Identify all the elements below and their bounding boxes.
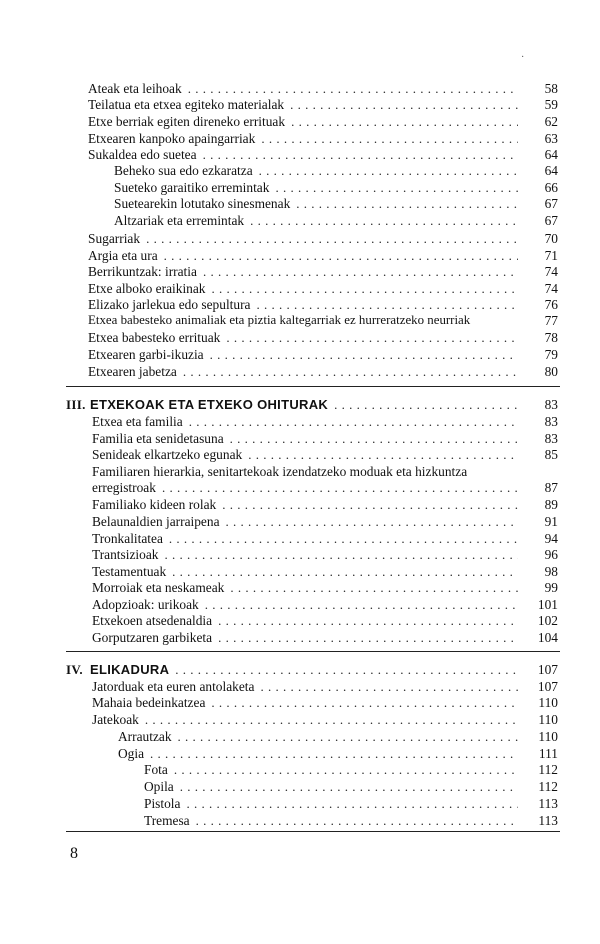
entry-title: Pistola	[144, 796, 181, 811]
entry-page: 71	[544, 248, 558, 263]
entry-page: 76	[544, 297, 558, 312]
entry-page: 83	[544, 431, 558, 446]
toc-entry[interactable]	[66, 629, 560, 646]
entry-page: 113	[538, 813, 558, 828]
dot-leader	[218, 612, 518, 629]
entry-page: 78	[544, 330, 558, 345]
entry-title: Etxe berriak egiten direneko errituak	[88, 114, 286, 129]
entry-title: Tremesa	[144, 813, 190, 828]
entry-page: 59	[544, 97, 558, 112]
section-divider	[66, 651, 560, 652]
entry-page: 101	[537, 597, 558, 612]
dot-leader	[218, 629, 518, 646]
entry-page: 110	[538, 712, 558, 727]
dot-leader	[260, 678, 518, 695]
entry-title: Etxe alboko eraikinak	[88, 281, 206, 296]
entry-page: 58	[544, 81, 558, 96]
dot-leader	[290, 96, 518, 113]
entry-page: 83	[544, 414, 558, 429]
section-divider	[66, 831, 560, 832]
dot-leader	[178, 728, 518, 745]
dot-leader	[164, 247, 518, 264]
toc-entry-line1[interactable]	[66, 463, 560, 480]
section-divider	[66, 386, 560, 387]
chapter-number: III.	[66, 397, 86, 412]
toc-entry[interactable]	[66, 113, 560, 130]
dot-leader	[203, 263, 518, 280]
entry-page: 77	[544, 313, 558, 328]
entry-page: 102	[537, 613, 558, 628]
dot-leader	[203, 146, 518, 163]
entry-page: 67	[544, 196, 558, 211]
dot-leader	[175, 661, 518, 678]
entry-title: Etxearen kanpoko apaingarriak	[88, 131, 256, 146]
toc-subentry[interactable]	[66, 195, 560, 212]
toc-entry[interactable]	[66, 146, 560, 163]
entry-page: 89	[544, 497, 558, 512]
dot-leader	[248, 446, 518, 463]
toc-entry[interactable]	[66, 413, 560, 430]
entry-page: 113	[538, 796, 558, 811]
entry-title: Elizako jarlekua edo sepultura	[88, 297, 251, 312]
dot-leader	[180, 778, 518, 795]
dot-leader	[211, 694, 518, 711]
dot-leader	[296, 195, 518, 212]
entry-page: 63	[544, 131, 558, 146]
entry-title: Opila	[144, 779, 174, 794]
entry-title: Testamentuak	[92, 564, 167, 579]
entry-title: Adopzioak: urikoak	[92, 597, 199, 612]
entry-title: Senideak elkartzeko egunak	[92, 447, 243, 462]
entry-title: Berrikuntzak: irratia	[88, 264, 197, 279]
chapter-title	[66, 396, 328, 413]
entry-title: Mahaia bedeinkatzea	[92, 695, 206, 710]
dot-leader	[226, 329, 518, 346]
chapter-title	[66, 661, 169, 678]
entry-title: Jatorduak eta euren antolaketa	[92, 679, 255, 694]
toc-entry[interactable]	[66, 363, 560, 380]
entry-page: 98	[544, 564, 558, 579]
chapter-heading[interactable]	[66, 661, 560, 678]
dot-leader	[164, 546, 518, 563]
entry-page: 80	[544, 364, 558, 379]
entry-page: 64	[544, 163, 558, 178]
entry-page: 110	[538, 729, 558, 744]
entry-title: Teilatua eta etxea egiteko materialak	[88, 97, 285, 112]
chapter-title-text: ETXEKOAK ETA ETXEKO OHITURAK	[90, 397, 329, 412]
entry-title: Tronkalitatea	[92, 531, 163, 546]
dot-leader	[169, 530, 518, 547]
dot-leader	[172, 563, 518, 580]
entry-title: Ogia	[118, 746, 145, 761]
entry-title: Argia eta ura	[88, 248, 158, 263]
entry-page: 107	[537, 662, 558, 677]
dot-leader	[174, 761, 518, 778]
dot-leader	[212, 280, 519, 297]
toc-entry[interactable]	[66, 247, 560, 264]
toc-subentry[interactable]	[66, 212, 560, 229]
dot-leader	[334, 396, 518, 413]
toc-entry[interactable]	[66, 263, 560, 280]
entry-page: 62	[544, 114, 558, 129]
entry-title: Sugarriak	[88, 231, 141, 246]
toc-entry[interactable]	[66, 496, 560, 513]
entry-page: 67	[544, 213, 558, 228]
entry-page: 85	[544, 447, 558, 462]
dot-leader	[226, 513, 518, 530]
chapter-number: IV.	[66, 662, 83, 677]
toc-entry[interactable]	[66, 296, 560, 313]
entry-page: 91	[544, 514, 558, 529]
dot-leader	[230, 579, 518, 596]
toc-subsubentry[interactable]	[66, 778, 560, 795]
entry-title: Belaunaldien jarraipena	[92, 514, 220, 529]
dot-leader	[205, 596, 518, 613]
entry-page: 112	[538, 762, 558, 777]
page-number: 8	[70, 845, 78, 862]
chapter-title-text: ELIKADURA	[90, 662, 170, 677]
toc-entry[interactable]	[66, 530, 560, 547]
toc-entry[interactable]	[66, 446, 560, 463]
toc-entry[interactable]	[66, 612, 560, 629]
entry-page: 79	[544, 347, 558, 362]
entry-title: Fota	[144, 762, 168, 777]
dot-leader	[210, 346, 518, 363]
entry-title: Sukaldea edo suetea	[88, 147, 197, 162]
dot-leader	[256, 296, 518, 313]
dot-leader	[259, 162, 518, 179]
entry-title: Familiako kideen rolak	[92, 497, 217, 512]
entry-title: Ateak eta leihoak	[88, 81, 182, 96]
dot-leader	[275, 179, 518, 196]
entry-page: 110	[538, 695, 558, 710]
dot-leader	[230, 430, 518, 447]
dot-leader	[183, 363, 518, 380]
dot-leader	[189, 413, 518, 430]
toc-entry[interactable]	[66, 711, 560, 728]
toc-entry[interactable]	[66, 96, 560, 113]
entry-page: 83	[544, 397, 558, 412]
toc-subentry[interactable]	[66, 179, 560, 196]
entry-title: Etxekoen atsedenaldia	[92, 613, 213, 628]
toc-subentry[interactable]	[66, 162, 560, 179]
toc-entry[interactable]	[66, 430, 560, 447]
entry-title-continued: erregistroak	[92, 480, 156, 495]
entry-page: 96	[544, 547, 558, 562]
toc-subentry[interactable]	[66, 745, 560, 762]
entry-title: Etxearen jabetza	[88, 364, 177, 379]
toc-entry[interactable]	[66, 546, 560, 563]
entry-page: 64	[544, 147, 558, 162]
dot-leader	[196, 812, 518, 829]
entry-page: 74	[544, 264, 558, 279]
dot-leader	[188, 80, 518, 97]
entry-page: 74	[544, 281, 558, 296]
toc-entry[interactable]	[66, 80, 560, 97]
entry-page: 87	[544, 480, 558, 495]
entry-title: Jatekoak	[92, 712, 139, 727]
dot-leader	[186, 795, 518, 812]
toc-subsubentry[interactable]	[66, 761, 560, 778]
entry-title: Morroiak eta neskameak	[92, 580, 225, 595]
entry-title: Suetearekin lotutako sinesmenak	[114, 196, 291, 211]
toc-entry[interactable]	[66, 596, 560, 613]
entry-title: Trantsizioak	[92, 547, 159, 562]
dot-leader	[145, 711, 518, 728]
toc-entry[interactable]	[66, 579, 560, 596]
dot-leader	[261, 130, 518, 147]
toc-entry[interactable]	[66, 230, 560, 247]
toc-subsubentry[interactable]	[66, 795, 560, 812]
entry-page: 66	[544, 180, 558, 195]
toc-entry[interactable]	[66, 694, 560, 711]
toc-entry[interactable]	[66, 280, 560, 297]
chapter-heading[interactable]	[66, 396, 560, 413]
toc-subsubentry[interactable]	[66, 812, 560, 829]
toc-subentry[interactable]	[66, 728, 560, 745]
print-speck: ·	[521, 52, 525, 63]
entry-title: Altzariak eta erremintak	[114, 213, 245, 228]
entry-page: 107	[537, 679, 558, 694]
dot-leader	[146, 230, 518, 247]
toc-entry[interactable]	[66, 678, 560, 695]
toc-entry[interactable]	[66, 312, 560, 329]
entry-page: 94	[544, 531, 558, 546]
toc-entry[interactable]	[66, 130, 560, 147]
toc-entry[interactable]	[66, 513, 560, 530]
entry-title: Etxea babesteko animaliak eta piztia kaltegarriak ez hurreratzeko neurriak	[88, 313, 471, 327]
dot-leader	[250, 212, 518, 229]
entry-title: Sueteko garaitiko erremintak	[114, 180, 270, 195]
entry-title: Familia eta senidetasuna	[92, 431, 224, 446]
entry-title: Etxea babesteko errituak	[88, 330, 221, 345]
entry-title: Gorputzaren garbiketa	[92, 630, 213, 645]
dot-leader	[162, 479, 518, 496]
toc-entry[interactable]	[66, 563, 560, 580]
entry-title: Etxea eta familia	[92, 414, 183, 429]
dot-leader	[150, 745, 518, 762]
dot-leader	[291, 113, 518, 130]
entry-page: 70	[544, 231, 558, 246]
entry-title: Familiaren hierarkia, senitartekoak izendatzeko moduak eta hizkuntza	[92, 464, 468, 479]
entry-title: Beheko sua edo ezkaratza	[114, 163, 253, 178]
entry-page: 111	[538, 746, 558, 761]
entry-page: 99	[544, 580, 558, 595]
entry-title: Etxearen garbi-ikuzia	[88, 347, 204, 362]
entry-title: Arrautzak	[118, 729, 172, 744]
entry-page: 104	[537, 630, 558, 645]
entry-page: 112	[538, 779, 558, 794]
toc-entry-line2[interactable]	[66, 479, 560, 496]
dot-leader	[222, 496, 518, 513]
toc-entry[interactable]	[66, 329, 560, 346]
toc-entry[interactable]	[66, 346, 560, 363]
